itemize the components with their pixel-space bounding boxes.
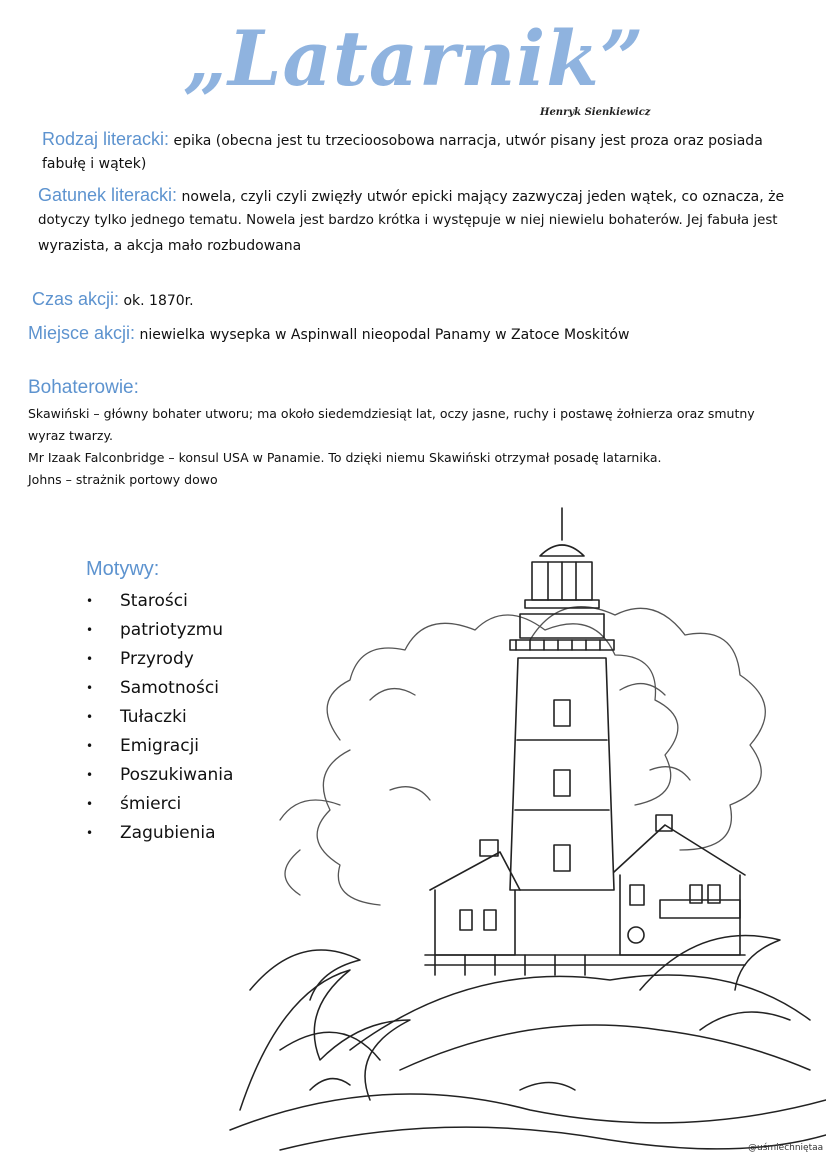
bullet-icon: • — [86, 651, 94, 666]
motif-item — [86, 644, 233, 673]
clouds — [280, 607, 765, 905]
motif-label: patriotyzmu — [120, 619, 223, 640]
motif-item — [86, 760, 233, 789]
motif-label: śmierci — [120, 793, 182, 814]
gatunek-line-3: wyrazista, a akcja mało rozbudowana — [38, 238, 302, 254]
motif-label: Zagubienia — [120, 822, 216, 843]
bohaterowie-line-4: Johns – strażnik portowy dowo — [28, 472, 218, 487]
author-name: Henryk Sienkiewicz — [540, 107, 651, 118]
bullet-icon: • — [86, 738, 94, 753]
motif-label: Tułaczki — [120, 706, 187, 727]
motif-label: Starości — [120, 590, 188, 611]
motif-item — [86, 615, 233, 644]
miejsce-line — [28, 320, 629, 348]
bullet-icon: • — [86, 825, 94, 840]
motifs-label: Motywy: — [86, 558, 160, 580]
rodzaj-line-1 — [42, 126, 763, 154]
gatunek-line-2: dotyczy tylko jednego tematu. Nowela jest bardzo krótka i występuje w niej niewielu bohaterów. Jej fabuła jest — [38, 213, 778, 228]
motif-item — [86, 586, 233, 615]
rodzaj-line-2: fabułę i wątek) — [42, 156, 147, 172]
gatunek-line-1 — [38, 182, 784, 210]
lighthouse-tower — [510, 508, 614, 890]
gatunek-text-1: nowela, czyli czyli zwięzły utwór epicki mający zazwyczaj jeden wątek, co oznacza, że — [181, 189, 785, 205]
bohaterowie-label: Bohaterowie: — [28, 377, 139, 398]
czas-label: Czas akcji: — [32, 289, 120, 309]
bullet-icon: • — [86, 709, 94, 724]
rodzaj-text-1: epika (obecna jest tu trzecioosobowa narracja, utwór pisany jest proza oraz posiada — [173, 133, 763, 149]
page-title: „Latarnik” — [183, 14, 645, 103]
miejsce-value: niewielka wysepka w Aspinwall nieopodal Panamy w Zatoce Moskitów — [139, 327, 630, 343]
motif-label: Poszukiwania — [120, 764, 234, 785]
keeper-house — [425, 815, 745, 975]
czas-line — [32, 286, 194, 314]
motif-item — [86, 731, 233, 760]
motif-label: Emigracji — [120, 735, 200, 756]
motifs-list — [86, 586, 233, 847]
credit-signature: @uśmiechniętaa — [748, 1143, 824, 1153]
bullet-icon: • — [86, 593, 94, 608]
bohaterowie-line-2: wyraz twarzy. — [28, 428, 114, 443]
motif-item — [86, 702, 233, 731]
bullet-icon: • — [86, 767, 94, 782]
motif-item — [86, 818, 233, 847]
motif-label: Samotności — [120, 677, 219, 698]
bullet-icon: • — [86, 680, 94, 695]
rodzaj-label: Rodzaj literacki: — [42, 129, 170, 149]
motif-label: Przyrody — [120, 648, 194, 669]
miejsce-label: Miejsce akcji: — [28, 323, 136, 343]
bohaterowie-line-1: Skawiński – główny bohater utworu; ma około siedemdziesiąt lat, oczy jasne, ruchy i postawę żołnierza oraz smutny — [28, 406, 755, 421]
motif-item — [86, 673, 233, 702]
bullet-icon: • — [86, 622, 94, 637]
czas-value: ok. 1870r. — [123, 293, 194, 309]
lighthouse-illustration — [220, 490, 826, 1166]
gatunek-label: Gatunek literacki: — [38, 185, 178, 205]
bohaterowie-line-3: Mr Izaak Falconbridge – konsul USA w Panamie. To dzięki niemu Skawiński otrzymał posadę latarnika. — [28, 450, 662, 465]
motif-item — [86, 789, 233, 818]
bullet-icon: • — [86, 796, 94, 811]
sea-waves — [230, 936, 826, 1150]
